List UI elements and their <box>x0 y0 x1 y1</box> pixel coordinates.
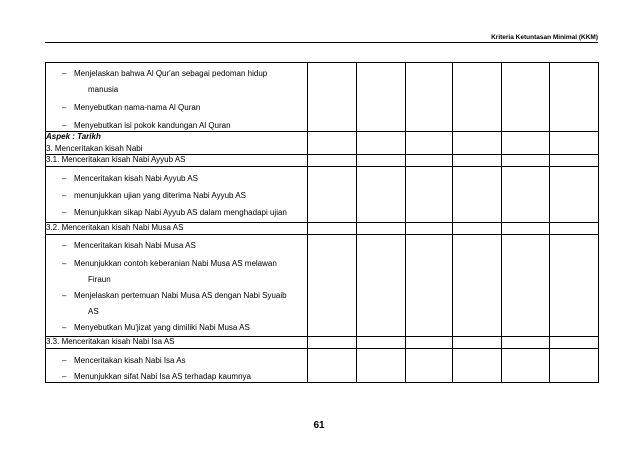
table-row <box>46 349 599 383</box>
score-cell <box>406 235 453 337</box>
indicator-text: Menyebutkan nama-nama Al Quran <box>74 103 201 112</box>
score-cell <box>308 235 357 337</box>
indicator-item <box>46 372 307 382</box>
indicator-item <box>46 121 307 131</box>
dash-marker: – <box>62 259 67 268</box>
score-cell <box>502 223 550 235</box>
score-cell <box>453 337 502 349</box>
indicator-text: Menunjukkan contoh keberanian Nabi Musa AS melawan <box>74 259 277 268</box>
indicator-text: Menceritakan kisah Nabi Isa As <box>74 356 186 365</box>
score-cell <box>357 63 406 132</box>
score-cell <box>550 167 599 223</box>
score-cell <box>453 132 502 155</box>
score-cell <box>357 223 406 235</box>
table-row <box>46 63 599 132</box>
header-rule <box>45 42 598 43</box>
score-cell <box>406 223 453 235</box>
dash-marker: – <box>62 208 67 217</box>
indicator-text: Menjelaskan pertemuan Nabi Musa AS dengan Nabi Syuaib <box>74 291 287 300</box>
subsection-title: 3.2. Menceritakan kisah Nabi Musa AS <box>46 223 308 235</box>
score-cell <box>550 155 599 167</box>
dash-marker: – <box>62 323 67 332</box>
dash-marker: – <box>62 103 67 112</box>
score-cell <box>357 155 406 167</box>
score-cell <box>502 167 550 223</box>
dash-marker: – <box>62 356 67 365</box>
section-title: 3. Menceritakan kisah Nabi <box>46 144 143 153</box>
score-cell <box>406 167 453 223</box>
score-cell <box>502 337 550 349</box>
indicator-item <box>46 69 307 79</box>
score-cell <box>502 235 550 337</box>
dash-marker: – <box>62 241 67 250</box>
score-cell <box>308 155 357 167</box>
dash-marker: – <box>62 121 67 130</box>
score-cell <box>308 167 357 223</box>
subsection-title: 3.3. Menceritakan kisah Nabi Isa AS <box>46 337 308 349</box>
table-row <box>46 337 599 349</box>
indicator-item <box>46 259 307 269</box>
score-cell <box>308 223 357 235</box>
indicator-item <box>46 241 307 251</box>
indicator-text: Menjelaskan bahwa Al Qur'an sebagai pedoman hidup <box>74 69 268 78</box>
dash-marker: – <box>62 69 67 78</box>
table-row <box>46 132 599 155</box>
indicator-cell <box>46 167 308 223</box>
indicator-item <box>46 208 307 218</box>
score-cell <box>357 235 406 337</box>
indicator-cell <box>46 349 308 383</box>
score-cell <box>406 63 453 132</box>
score-cell <box>406 155 453 167</box>
score-cell <box>453 155 502 167</box>
indicator-item <box>46 174 307 184</box>
score-cell <box>502 63 550 132</box>
score-cell <box>550 63 599 132</box>
score-cell <box>550 223 599 235</box>
score-cell <box>308 132 357 155</box>
indicator-cell <box>46 235 308 337</box>
indicator-text: Menyebutkan Mu'jizat yang dimiliki Nabi Musa AS <box>74 323 250 332</box>
subsection-title: 3.1. Menceritakan kisah Nabi Ayyub AS <box>46 155 308 167</box>
score-cell <box>453 63 502 132</box>
kkm-table <box>45 62 599 383</box>
table-row <box>46 235 599 337</box>
score-cell <box>357 167 406 223</box>
score-cell <box>453 167 502 223</box>
table-row <box>46 167 599 223</box>
score-cell <box>502 349 550 383</box>
score-cell <box>308 337 357 349</box>
indicator-text: Menceritakan kisah Nabi Ayyub AS <box>74 174 198 183</box>
table-row <box>46 223 599 235</box>
indicator-continuation: Firaun <box>88 275 111 284</box>
dash-marker: – <box>62 191 67 200</box>
indicator-item <box>46 103 307 113</box>
score-cell <box>453 349 502 383</box>
indicator-text: Menyebutkan isi pokok kandungan Al Quran <box>74 121 231 130</box>
dash-marker: – <box>62 372 67 381</box>
score-cell <box>453 235 502 337</box>
score-cell <box>357 349 406 383</box>
indicator-item <box>46 191 307 201</box>
score-cell <box>357 132 406 155</box>
score-cell <box>406 349 453 383</box>
score-cell <box>550 235 599 337</box>
document-header-title: Kriteria Ketuntasan Minimal (KKM) <box>491 34 598 41</box>
score-cell <box>502 155 550 167</box>
indicator-continuation: manusia <box>88 85 119 94</box>
indicator-cell <box>46 63 308 132</box>
aspek-label: Aspek : Tarikh <box>46 132 101 141</box>
score-cell <box>502 132 550 155</box>
indicator-text: menunjukkan ujian yang diterima Nabi Ayyub AS <box>74 191 246 200</box>
score-cell <box>550 337 599 349</box>
score-cell <box>406 337 453 349</box>
score-cell <box>550 349 599 383</box>
indicator-text: Menunjukkan sikap Nabi Ayyub AS dalam menghadapi ujian <box>74 208 287 217</box>
indicator-item <box>46 323 307 333</box>
score-cell <box>453 223 502 235</box>
score-cell <box>550 132 599 155</box>
table-row <box>46 155 599 167</box>
indicator-text: Menceritakan kisah Nabi Musa AS <box>74 241 196 250</box>
indicator-continuation: AS <box>88 307 99 316</box>
score-cell <box>308 63 357 132</box>
indicator-text: Menunjukkan sifat Nabi Isa AS terhadap kaumnya <box>74 372 251 381</box>
score-cell <box>406 132 453 155</box>
score-cell <box>308 349 357 383</box>
indicator-item <box>46 356 307 366</box>
dash-marker: – <box>62 291 67 300</box>
dash-marker: – <box>62 174 67 183</box>
score-cell <box>357 337 406 349</box>
page-number: 61 <box>313 420 325 431</box>
aspek-cell <box>46 132 308 155</box>
indicator-item <box>46 291 307 301</box>
